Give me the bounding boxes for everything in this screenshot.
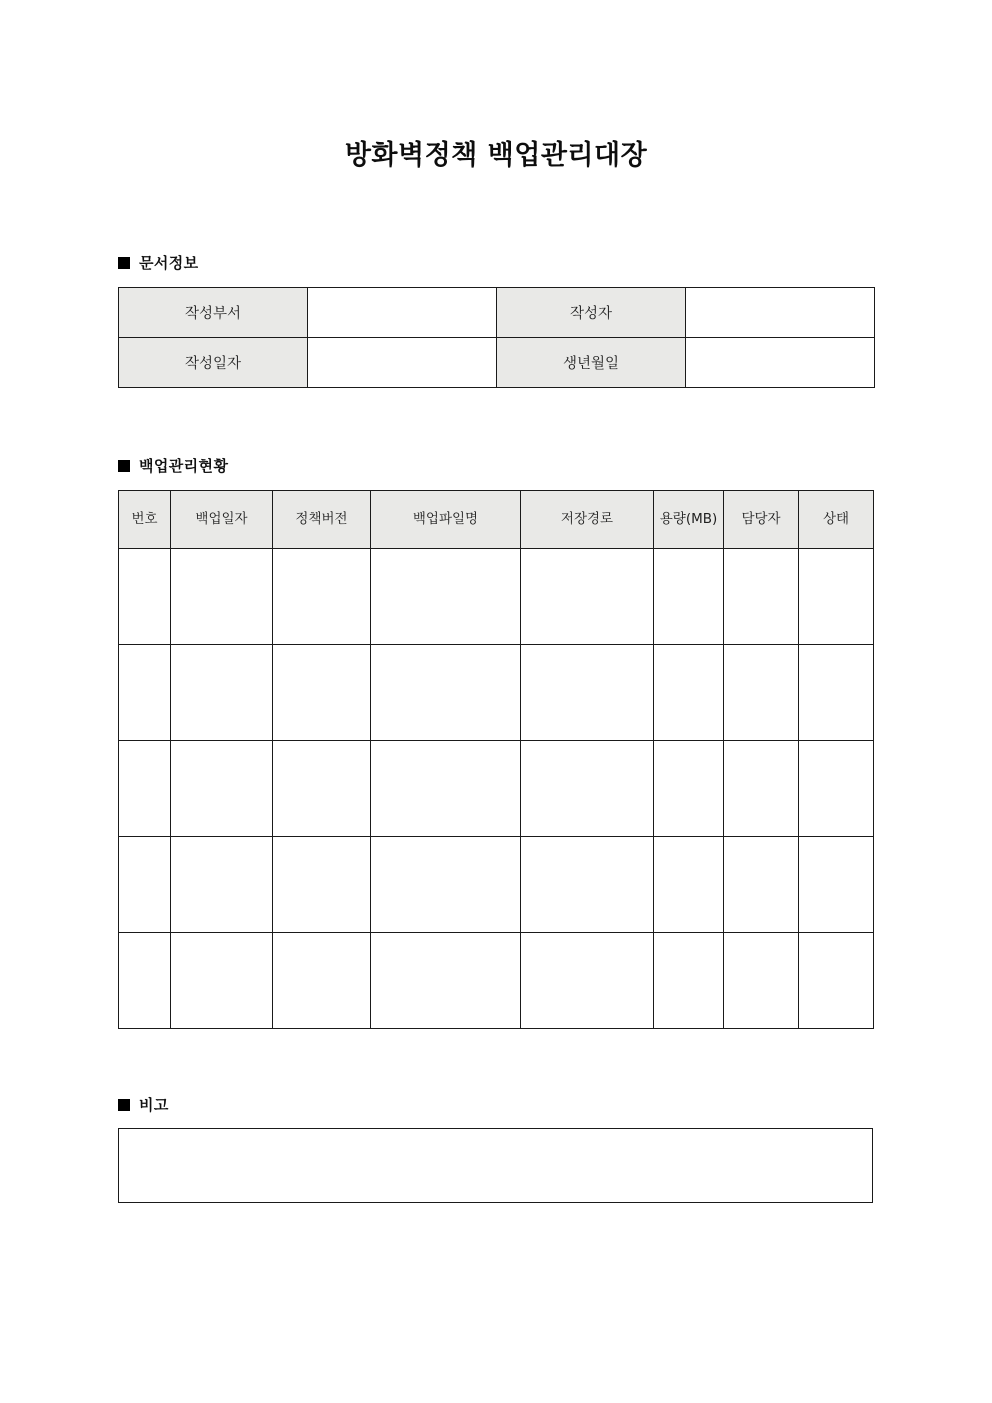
- cell-policy-version[interactable]: [273, 645, 371, 741]
- field-value-department[interactable]: [308, 288, 497, 338]
- cell-status[interactable]: [799, 837, 874, 933]
- cell-backup-date[interactable]: [171, 837, 273, 933]
- column-header-storage-path: 저장경로: [521, 491, 654, 549]
- cell-backup-filename[interactable]: [371, 549, 521, 645]
- cell-policy-version[interactable]: [273, 933, 371, 1029]
- field-value-author[interactable]: [686, 288, 875, 338]
- field-label-birth-date: 생년월일: [497, 338, 686, 388]
- cell-owner[interactable]: [724, 741, 799, 837]
- cell-size-mb[interactable]: [654, 741, 724, 837]
- cell-backup-filename[interactable]: [371, 645, 521, 741]
- cell-number[interactable]: [119, 933, 171, 1029]
- cell-number[interactable]: [119, 549, 171, 645]
- cell-storage-path[interactable]: [521, 645, 654, 741]
- filled-square-bullet-icon: [118, 257, 130, 269]
- table-row: [119, 288, 875, 338]
- field-label-department: 작성부서: [119, 288, 308, 338]
- field-value-birth-date[interactable]: [686, 338, 875, 388]
- cell-size-mb[interactable]: [654, 837, 724, 933]
- field-label-creation-date: 작성일자: [119, 338, 308, 388]
- cell-status[interactable]: [799, 549, 874, 645]
- section-heading-label: 백업관리현황: [139, 457, 229, 475]
- backup-status-table: [118, 490, 874, 1029]
- cell-backup-date[interactable]: [171, 741, 273, 837]
- column-header-size-mb: 용량(MB): [654, 491, 724, 549]
- table-row: [119, 933, 874, 1029]
- cell-policy-version[interactable]: [273, 837, 371, 933]
- cell-policy-version[interactable]: [273, 741, 371, 837]
- field-label-author: 작성자: [497, 288, 686, 338]
- table-header-row: [119, 491, 874, 549]
- cell-status[interactable]: [799, 645, 874, 741]
- remarks-box[interactable]: [118, 1128, 873, 1203]
- page-title: 방화벽정책 백업관리대장: [344, 140, 648, 171]
- column-header-owner: 담당자: [724, 491, 799, 549]
- section-heading-label: 비고: [139, 1096, 169, 1114]
- remarks-text[interactable]: [119, 1129, 872, 1146]
- column-header-backup-filename: 백업파일명: [371, 491, 521, 549]
- filled-square-bullet-icon: [118, 1099, 130, 1111]
- cell-backup-filename[interactable]: [371, 837, 521, 933]
- cell-storage-path[interactable]: [521, 741, 654, 837]
- cell-backup-date[interactable]: [171, 549, 273, 645]
- table-row: [119, 837, 874, 933]
- cell-storage-path[interactable]: [521, 837, 654, 933]
- section-heading-label: 문서정보: [139, 254, 199, 272]
- cell-storage-path[interactable]: [521, 933, 654, 1029]
- cell-number[interactable]: [119, 837, 171, 933]
- document-info-table: [118, 287, 875, 388]
- column-header-backup-date: 백업일자: [171, 491, 273, 549]
- table-row: [119, 741, 874, 837]
- cell-owner[interactable]: [724, 933, 799, 1029]
- cell-backup-date[interactable]: [171, 933, 273, 1029]
- field-value-creation-date[interactable]: [308, 338, 497, 388]
- cell-owner[interactable]: [724, 837, 799, 933]
- cell-number[interactable]: [119, 741, 171, 837]
- section-heading-remarks: [118, 1094, 169, 1115]
- cell-size-mb[interactable]: [654, 645, 724, 741]
- cell-backup-date[interactable]: [171, 645, 273, 741]
- section-heading-document-info: [118, 252, 199, 273]
- cell-backup-filename[interactable]: [371, 741, 521, 837]
- column-header-status: 상태: [799, 491, 874, 549]
- cell-status[interactable]: [799, 933, 874, 1029]
- column-header-policy-version: 정책버전: [273, 491, 371, 549]
- cell-status[interactable]: [799, 741, 874, 837]
- cell-storage-path[interactable]: [521, 549, 654, 645]
- cell-size-mb[interactable]: [654, 933, 724, 1029]
- table-row: [119, 338, 875, 388]
- cell-number[interactable]: [119, 645, 171, 741]
- cell-owner[interactable]: [724, 549, 799, 645]
- cell-backup-filename[interactable]: [371, 933, 521, 1029]
- cell-size-mb[interactable]: [654, 549, 724, 645]
- table-row: [119, 549, 874, 645]
- cell-policy-version[interactable]: [273, 549, 371, 645]
- section-heading-backup-status: [118, 455, 228, 476]
- column-header-number: 번호: [119, 491, 171, 549]
- table-row: [119, 645, 874, 741]
- cell-owner[interactable]: [724, 645, 799, 741]
- filled-square-bullet-icon: [118, 460, 130, 472]
